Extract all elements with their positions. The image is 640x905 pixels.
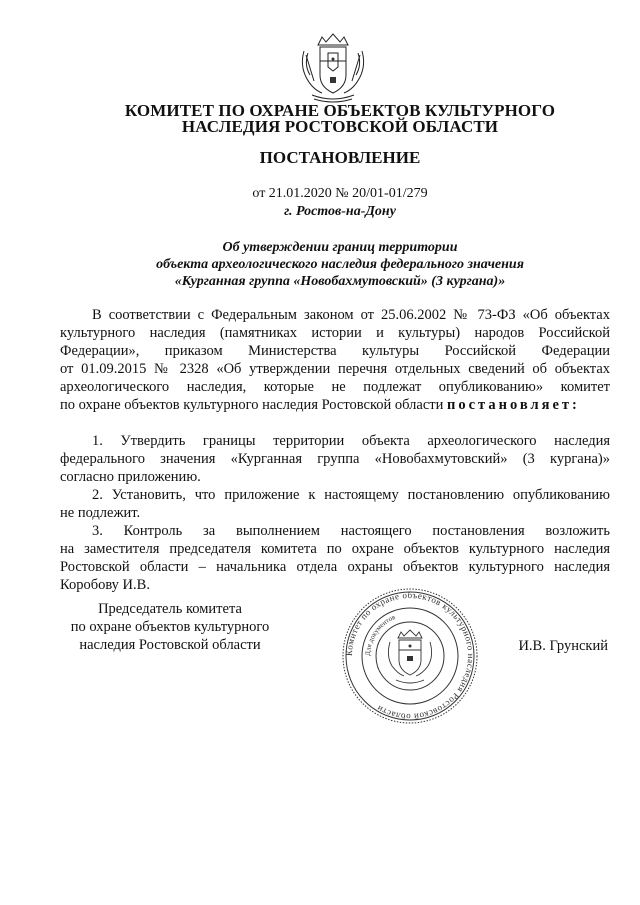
decree-word: постановляет: (447, 397, 580, 413)
preamble-line: В соответствии с Федеральным законом от 25.06.2002 № 73-ФЗ «Об объектах (92, 307, 610, 323)
item1-line: согласно приложению. (60, 469, 201, 485)
official-seal-icon (340, 586, 480, 726)
subject-line2: объекта археологического наследия федерального значения (156, 257, 524, 272)
item1-line: 1. Утвердить границы территории объекта археологического наследия (92, 433, 610, 449)
item3-line: на заместителя председателя комитета по охране объектов культурного наследия (60, 541, 610, 557)
signer-title-line2: по охране объектов культурного (70, 619, 270, 635)
document-type: ПОСТАНОВЛЕНИЕ (259, 148, 421, 167)
preamble-line: культурного наследия (памятниках истории и культуры) народов Российской (60, 325, 610, 341)
svg-text:Для документов: Для документов (363, 613, 397, 657)
signer-title-line3: наследия Ростовской области (79, 637, 261, 653)
subject-line3: «Курганная группа «Новобахмутовский» (3 кургана)» (174, 274, 506, 289)
document-date-number: от 21.01.2020 № 20/01-01/279 (252, 186, 428, 201)
signer-title (60, 600, 280, 654)
item1-line: федерального значения «Курганная группа «Новобахмутовский» (3 кургана)» (60, 451, 610, 467)
item3-line: Коробову И.В. (60, 577, 150, 593)
preamble-line: Федерации», приказом Министерства культуры Российской Федерации (60, 343, 610, 359)
svg-text:Комитет по охране объектов кул: Комитет по охране объектов культурного наследия Ростовской области (343, 589, 477, 723)
coat-of-arms-icon (298, 31, 368, 105)
subject-line1: Об утверждении границ территории (222, 240, 458, 255)
signer-title-line1: Председатель комитета (98, 601, 242, 617)
item2-line: не подлежит. (60, 505, 141, 521)
item2-line: 2. Установить, что приложение к настоящему постановлению опубликованию (92, 487, 610, 503)
committee-name-line1: КОМИТЕТ ПО ОХРАНЕ ОБЪЕКТОВ КУЛЬТУРНОГО (124, 101, 556, 120)
committee-name-line2: НАСЛЕДИЯ РОСТОВСКОЙ ОБЛАСТИ (181, 117, 499, 136)
item3-line: 3. Контроль за выполнением настоящего постановления возложить (92, 523, 610, 539)
document-city: г. Ростов-на-Дону (284, 204, 396, 219)
preamble-line: от 01.09.2015 № 2328 «Об утверждении перечня отдельных сведений об объектах (60, 361, 610, 377)
preamble-last-line (60, 396, 610, 414)
item3-line: Ростовской области – начальника отдела охраны объектов культурного наследия (60, 559, 610, 575)
preamble-line: археологического наследия, которые не подлежат опубликованию» комитет (60, 379, 610, 395)
preamble-line-text: по охране объектов культурного наследия Ростовской области (60, 397, 447, 413)
signer-name: И.В. Грунский (518, 638, 608, 654)
